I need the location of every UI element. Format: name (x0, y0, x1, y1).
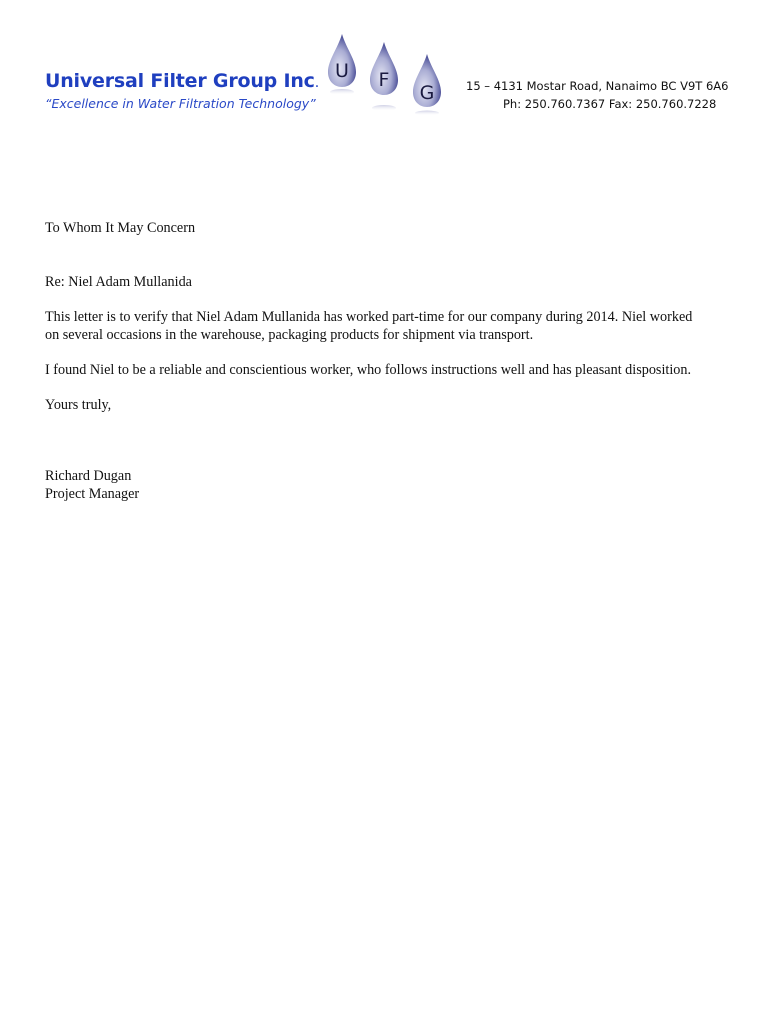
salutation: To Whom It May Concern (45, 220, 196, 236)
signer-title: Project Manager (45, 486, 140, 502)
body-paragraph: I found Niel to be a reliable and conscientious worker, who follows instructions well and has pleasant disposition. (45, 362, 692, 378)
company-tagline: “Excellence in Water Filtration Technology” (45, 96, 316, 111)
subject-line: Re: Niel Adam Mullanida (45, 274, 192, 290)
logo-letter-g: G (419, 82, 435, 104)
logo-letter-u: U (335, 60, 349, 82)
company-name (45, 70, 319, 92)
drop-f (370, 42, 398, 111)
company-address: 15 – 4131 Mostar Road, Nanaimo BC V9T 6A6 (466, 79, 729, 93)
company-name-period: . (314, 75, 320, 91)
body-paragraph: This letter is to verify that Niel Adam Mullanida has worked part-time for our company during 2014. Niel worked on several occasions in the warehouse, packaging products for shipment via transport. (45, 309, 693, 343)
signer-name: Richard Dugan (45, 468, 132, 484)
drop-u (328, 34, 356, 95)
closing: Yours truly, (45, 397, 112, 413)
company-name-text: Universal Filter Group Inc (45, 70, 315, 92)
company-phone-fax: Ph: 250.760.7367 Fax: 250.760.7228 (503, 97, 717, 111)
ufg-water-drop-logo (322, 30, 452, 116)
drop-g (413, 54, 441, 116)
letter-body (45, 219, 705, 503)
logo-letter-f: F (378, 69, 390, 91)
